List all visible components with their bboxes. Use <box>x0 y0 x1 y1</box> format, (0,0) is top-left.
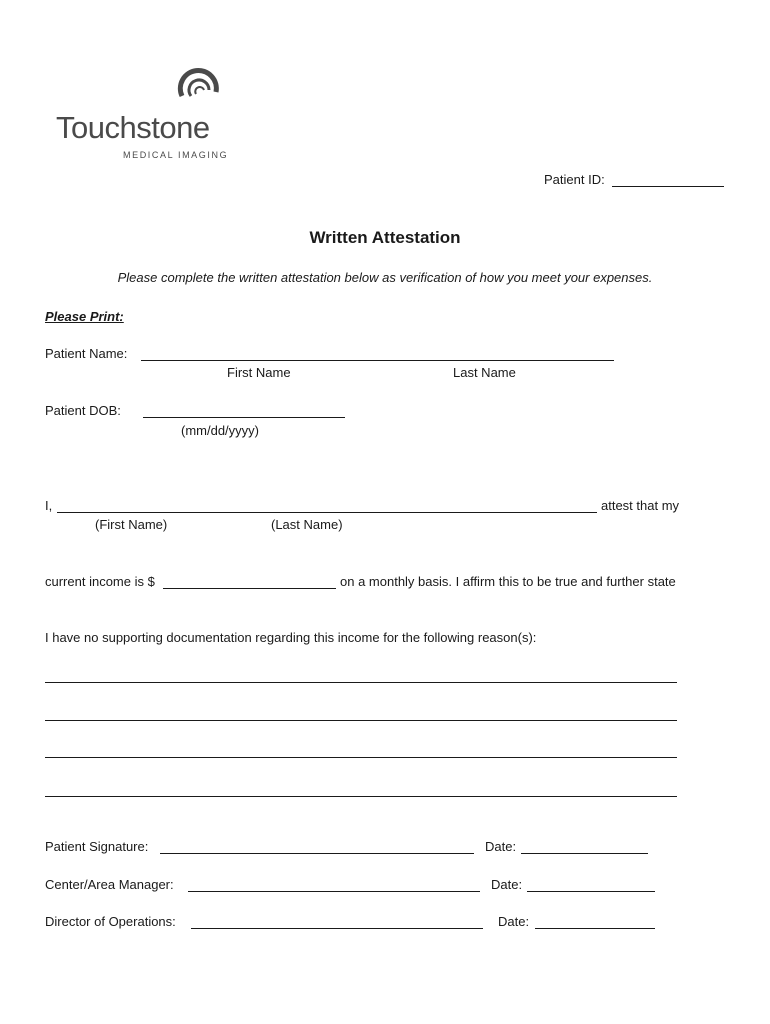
director-signature-date-field[interactable] <box>535 928 655 929</box>
income-prefix: current income is $ <box>45 574 155 589</box>
manager-signature-date-field[interactable] <box>527 891 655 892</box>
instructions: Please complete the written attestation below as verification of how you meet your expenses. <box>117 270 653 285</box>
manager-signature-field[interactable] <box>188 891 480 892</box>
director-signature-date-label: Date: <box>498 914 530 929</box>
attest-last-name-caption: (Last Name) <box>271 517 343 532</box>
patient-dob-label: Patient DOB: <box>45 403 121 418</box>
director-signature-label: Director of Operations: <box>45 914 176 929</box>
attest-name-field[interactable] <box>57 512 597 513</box>
attest-suffix: attest that my <box>601 498 680 513</box>
patient-name-field[interactable] <box>141 360 614 361</box>
reason-line-4[interactable] <box>45 796 677 797</box>
attest-first-name-caption: (First Name) <box>95 517 168 532</box>
patient-signature-date-field[interactable] <box>521 853 648 854</box>
patient-signature-date-label: Date: <box>485 839 517 854</box>
income-suffix: on a monthly basis. I affirm this to be true and further state <box>340 574 676 589</box>
manager-signature-label: Center/Area Manager: <box>45 877 174 892</box>
reason-line-2[interactable] <box>45 720 677 721</box>
patient-signature-label: Patient Signature: <box>45 839 149 854</box>
attest-prefix: I, <box>45 498 53 513</box>
please-print-heading: Please Print: <box>45 309 124 324</box>
patient-dob-field[interactable] <box>143 417 345 418</box>
patient-signature-field[interactable] <box>160 853 474 854</box>
logo-wordmark: Touchstone <box>56 110 210 145</box>
logo-tagline: MEDICAL IMAGING <box>123 150 229 160</box>
manager-signature-date-label: Date: <box>491 877 523 892</box>
reason-statement: I have no supporting documentation regarding this income for the following reason(s): <box>45 630 537 645</box>
monthly-income-field[interactable] <box>163 588 336 589</box>
dob-format-caption: (mm/dd/yyyy) <box>181 423 259 438</box>
director-signature-field[interactable] <box>191 928 483 929</box>
last-name-caption: Last Name <box>453 365 516 380</box>
patient-name-label: Patient Name: <box>45 346 128 361</box>
reason-line-1[interactable] <box>45 682 677 683</box>
first-name-caption: First Name <box>227 365 291 380</box>
patient-id-label: Patient ID: <box>544 172 605 187</box>
reason-line-3[interactable] <box>45 757 677 758</box>
spiral-logo-icon <box>176 66 222 110</box>
company-logo <box>56 66 231 166</box>
page-title: Written Attestation <box>309 228 461 247</box>
patient-id-field[interactable] <box>612 186 724 187</box>
